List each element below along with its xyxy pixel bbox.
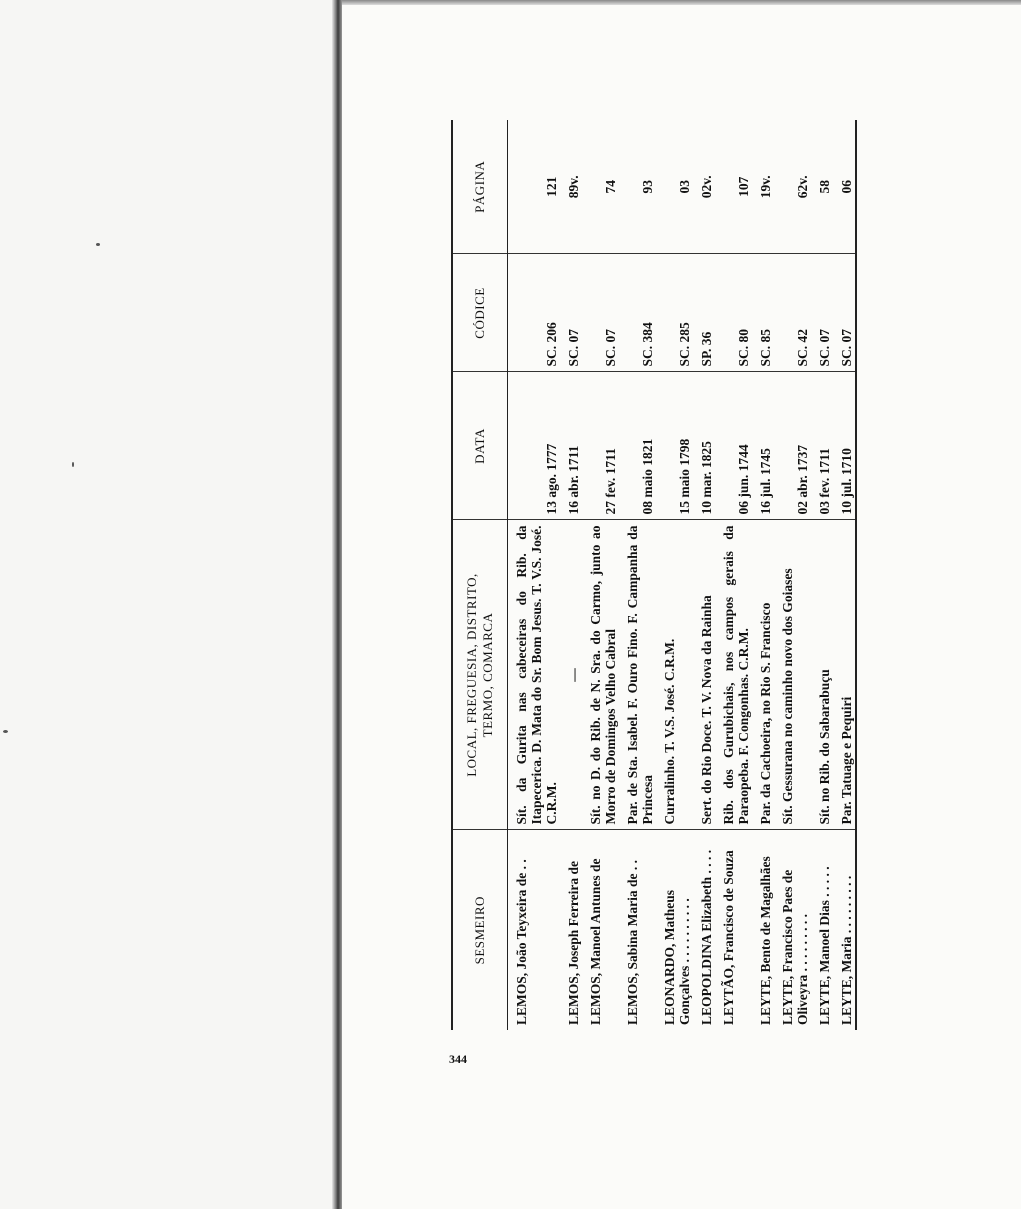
table-row <box>582 120 619 1030</box>
cell-codice: SC. 384 <box>619 254 656 372</box>
cell-sesmeiro: LEYTE, Maria . . . . . . . . . <box>833 830 856 1030</box>
cell-pagina: 74 <box>582 120 619 254</box>
cell-sesmeiro: LEMOS, Joseph Ferreira de <box>566 861 581 1025</box>
cell-sesmeiro: LEONARDO, Matheus Gonçalves . . . . . . . . . . <box>662 889 692 1025</box>
cell-pagina: 62v. <box>774 120 811 254</box>
cell-pagina: 02v. <box>693 120 715 254</box>
cell-pagina: 93 <box>619 120 656 254</box>
table-row <box>752 120 774 1030</box>
cell-pagina: 58 <box>811 120 833 254</box>
cell-local: Sít. no Rib. do Sabarabuçu <box>811 520 833 830</box>
cell-codice: SC. 80 <box>715 254 752 372</box>
page-top-edge <box>342 0 1021 5</box>
cell-data: 16 jul. 1745 <box>752 372 774 520</box>
table-row <box>560 120 582 1030</box>
cell-local: Par. Tatuage e Pequiri <box>833 520 856 830</box>
cell-codice: SC. 206 <box>508 254 561 372</box>
cell-sesmeiro: LEMOS, Sabina Maria de . . <box>625 859 640 1025</box>
cell-local-dash: — <box>566 668 581 682</box>
cell-data: 02 abr. 1737 <box>774 372 811 520</box>
cell-pagina: 107 <box>715 120 752 254</box>
cell-codice: SC. 07 <box>560 254 582 372</box>
header-data: DATA <box>452 372 508 520</box>
page-speck <box>72 462 74 467</box>
cell-codice: SC. 07 <box>833 254 856 372</box>
cell-data: 15 maio 1798 <box>656 372 693 520</box>
table-row <box>508 120 561 1030</box>
cell-data: 10 jul. 1710 <box>833 372 856 520</box>
table-row <box>619 120 656 1030</box>
cell-data: 16 abr. 1711 <box>560 372 582 520</box>
cell-local <box>560 520 582 830</box>
table-row <box>656 120 693 1030</box>
cell-pagina: 19v. <box>752 120 774 254</box>
table-row <box>833 120 856 1030</box>
cell-codice: SC. 42 <box>774 254 811 372</box>
cell-sesmeiro: LEMOS, João Teyxeira de . . <box>514 859 529 1025</box>
table-row <box>811 120 833 1030</box>
cell-data: 27 fev. 1711 <box>582 372 619 520</box>
header-local-line1: LOCAL, FREGUESIA, DISTRITO, <box>464 573 479 777</box>
cell-sesmeiro: LEYTE, Bento de Magalhães <box>758 856 773 1025</box>
cell-data: 03 fev. 1711 <box>811 372 833 520</box>
cell-pagina: 03 <box>656 120 693 254</box>
header-sesmeiro: SESMEIRO <box>452 830 508 1030</box>
cell-codice: SC. 285 <box>656 254 693 372</box>
page-number: 344 <box>449 1052 467 1066</box>
cell-data: 08 maio 1821 <box>619 372 656 520</box>
sesmarias-table <box>451 120 857 1030</box>
cell-local: Sert. do Rio Doce. T. V. Nova da Rainha <box>693 520 715 830</box>
header-codice: CÓDICE <box>452 254 508 372</box>
cell-local: Sít. no D. do Rib. de N. Sra. do Carmo, junto ao Morro de Domingos Velho Cabral <box>582 520 619 830</box>
header-pagina: PÁGINA <box>452 120 508 254</box>
header-local <box>452 520 508 830</box>
table-row <box>774 120 811 1030</box>
cell-codice: SC. 07 <box>811 254 833 372</box>
cell-local: Par. de Sta. Isabel. F. Ouro Fino. F. Campanha da Princesa <box>619 520 656 830</box>
cell-codice: SC. 07 <box>582 254 619 372</box>
cell-local: Sít. Gessurana no caminho novo dos Goiases <box>774 520 811 830</box>
cell-local: Curralinho. T. V.S. José. C.R.M. <box>656 520 693 830</box>
cell-pagina: 121 <box>508 120 561 254</box>
cell-sesmeiro: LEYTÃO, Francisco de Souza <box>721 850 736 1025</box>
cell-codice: SP. 36 <box>693 254 715 372</box>
cell-local: Rib. dos Gurubichais, nos campos gerais da Paraopeba. F. Congonhas. C.R.M. <box>715 520 752 830</box>
page-speck <box>96 243 100 246</box>
rotated-table-container <box>451 120 997 1030</box>
table-row <box>693 120 715 1030</box>
cell-sesmeiro: LEYTE, Manoel Dias . . . . . <box>817 866 832 1025</box>
cell-local: Sít. da Gurita nas cabeceiras do Rib. da Itapecerica. D. Mata do Sr. Bom Jesus. T. V.S. José. C.R.M. <box>508 520 561 830</box>
cell-codice: SC. 85 <box>752 254 774 372</box>
cell-pagina: 06 <box>833 120 856 254</box>
cell-data: 13 ago. 1777 <box>508 372 561 520</box>
cell-pagina: 89v. <box>560 120 582 254</box>
book-gutter <box>332 0 342 1209</box>
table-header-row <box>452 120 508 1030</box>
table-row <box>715 120 752 1030</box>
cell-sesmeiro: LEOPOLDINA Elizabeth . . . . <box>699 849 714 1025</box>
cell-data: 10 mar. 1825 <box>693 372 715 520</box>
header-local-line2: TERMO, COMARCA <box>480 612 495 738</box>
cell-sesmeiro: LEMOS, Manoel Antunes de <box>588 858 603 1025</box>
cell-data: 06 jun. 1744 <box>715 372 752 520</box>
facing-page-margin <box>0 0 335 1209</box>
cell-local: Par. da Cachoeira, no Rio S. Francisco <box>752 520 774 830</box>
cell-sesmeiro: LEYTE, Francisco Paes de Oliveyra . . . . . . . . . <box>780 869 810 1025</box>
page-speck <box>3 730 8 733</box>
